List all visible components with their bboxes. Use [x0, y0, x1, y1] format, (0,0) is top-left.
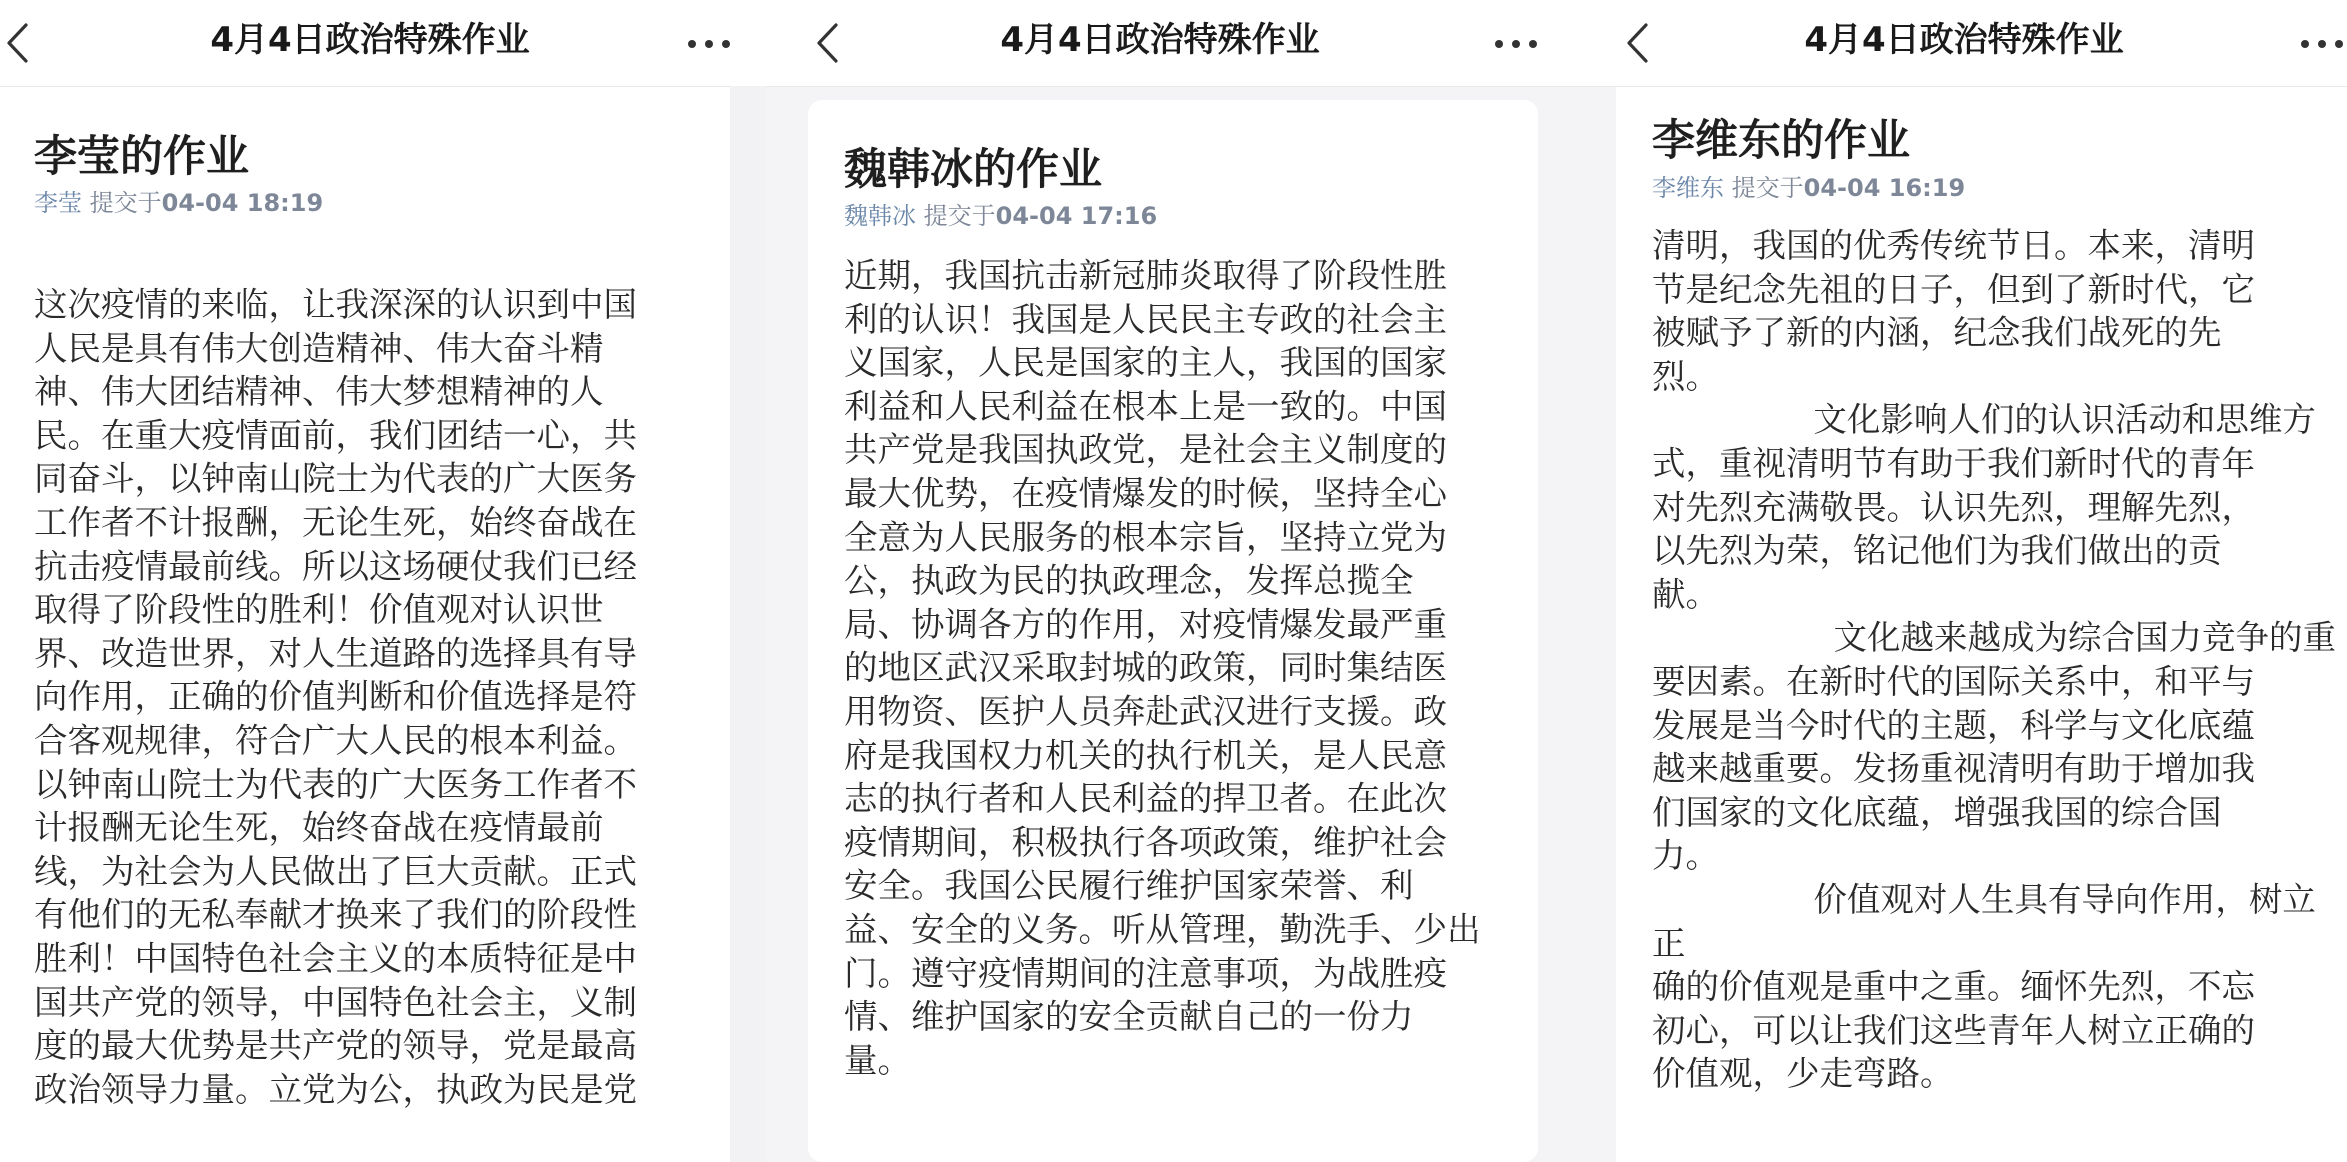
submitted-label: 提交于 [89, 189, 162, 217]
author-name[interactable]: 魏韩冰 [844, 202, 916, 230]
submission-meta [1652, 168, 1965, 203]
homework-panel-2 [766, 0, 1574, 1162]
homework-card [0, 87, 730, 1162]
homework-panel-1 [0, 0, 766, 1162]
submission-meta [844, 196, 1157, 231]
homework-title: 李莹的作业 [34, 132, 249, 182]
author-name[interactable]: 李维东 [1652, 174, 1724, 202]
homework-panel-3 [1574, 0, 2347, 1162]
more-dots-icon[interactable] [1488, 24, 1544, 64]
submitted-label: 提交于 [923, 202, 996, 230]
submitted-time: 04-04 18:19 [161, 189, 324, 217]
homework-body: 清明，我国的优秀传统节日。本来，清明 节是纪念先祖的日子，但到了新时代，它 被赋予了新的内涵，纪念我们战死的先 烈。 文化影响人们的认识活动和思维方 式，重视清明节有助于我们新时代的青年 对先烈充满敬畏。认识先烈，理解先烈， 以先烈为荣，铭记他们为我们做出的贡 献。 文化越来越成为综合国力竞争的重 要因素。在新时代的国际关系中，和平与 发展是当今时代的主题，科学与文化底蕴 越来越重要。发扬重视清明有助于增加我 们国家的文化底蕴，增强我国的综合国 力。 价值观对人生具有导向作用，树立正 确的价值观是重中之重。缅怀先烈，不忘 初心，可以让我们这些青年人树立正确的 价值观，少走弯路。 [1652, 226, 2337, 1094]
more-dots-icon[interactable] [2294, 24, 2347, 64]
page-title: 4月4日政治特殊作业 [210, 20, 530, 60]
nav-bar [1574, 0, 2347, 87]
page-title: 4月4日政治特殊作业 [1804, 20, 2124, 60]
author-name[interactable]: 李莹 [34, 189, 82, 217]
homework-card [1616, 87, 2347, 1162]
homework-body: 近期，我国抗击新冠肺炎取得了阶段性胜 利的认识！我国是人民民主专政的社会主 义国家，人民是国家的主人，我国的国家 利益和人民利益在根本上是一致的。中国 共产党是我国执政党，是社会主义制度的 最大优势，在疫情爆发的时候，坚持全心 全意为人民服务的根本宗旨，坚持立党为 公，执政为民的执政理念，发挥总揽全 局、协调各方的作用，对疫情爆发最严重 的地区武汉采取封城的政策，同时集结医 用物资、医护人员奔赴武汉进行支援。政 府是我国权力机关的执行机关，是人民意 志的执行者和人民利益的捍卫者。在此次 疫情期间，积极执行各项政策，维护社会 安全。我国公民履行维护国家荣誉、利 益、安全的义务。听从管理，勤洗手、少出 门。遵守疫情期间的注意事项，为战胜疫 情、维护国家的安全贡献自己的一份力 量。 [844, 256, 1481, 1080]
more-dots-icon[interactable] [681, 24, 737, 64]
submitted-time: 04-04 17:16 [995, 202, 1158, 230]
submission-meta [34, 183, 323, 218]
submitted-time: 04-04 16:19 [1803, 174, 1966, 202]
page-title: 4月4日政治特殊作业 [1000, 20, 1320, 60]
nav-bar [0, 0, 766, 87]
panel-gutter [730, 86, 766, 1162]
homework-title: 李维东的作业 [1652, 116, 1910, 166]
homework-card [808, 100, 1538, 1162]
chevron-left-icon[interactable] [0, 18, 34, 68]
homework-body: 这次疫情的来临，让我深深的认识到中国 人民是具有伟大创造精神、伟大奋斗精 神、伟大团结精神、伟大梦想精神的人 民。在重大疫情面前，我们团结一心，共 同奋斗，以钟南山院士为代表的广大医务 工作者不计报酬，无论生死，始终奋战在 抗击疫情最前线。所以这场硬仗我们已经 取得了阶段性的胜利！价值观对认识世 界、改造世界，对人生道路的选择具有导 向作用，正确的价值判断和价值选择是符 合客观规律，符合广大人民的根本利益。 以钟南山院士为代表的广大医务工作者不 计报酬无论生死，始终奋战在疫情最前 线，为社会为人民做出了巨大贡献。正式 有他们的无私奉献才换来了我们的阶段性 胜利！中国特色社会主义的本质特征是中 国共产党的领导，中国特色社会主，义制 度的最大优势是共产党的领导，党是最高 政治领导力量。立党为公，执政为民是党 [34, 285, 637, 1109]
chevron-left-icon[interactable] [810, 18, 844, 68]
submitted-label: 提交于 [1731, 174, 1804, 202]
chevron-left-icon[interactable] [1620, 18, 1654, 68]
nav-bar [766, 0, 1574, 87]
homework-title: 魏韩冰的作业 [844, 145, 1102, 195]
